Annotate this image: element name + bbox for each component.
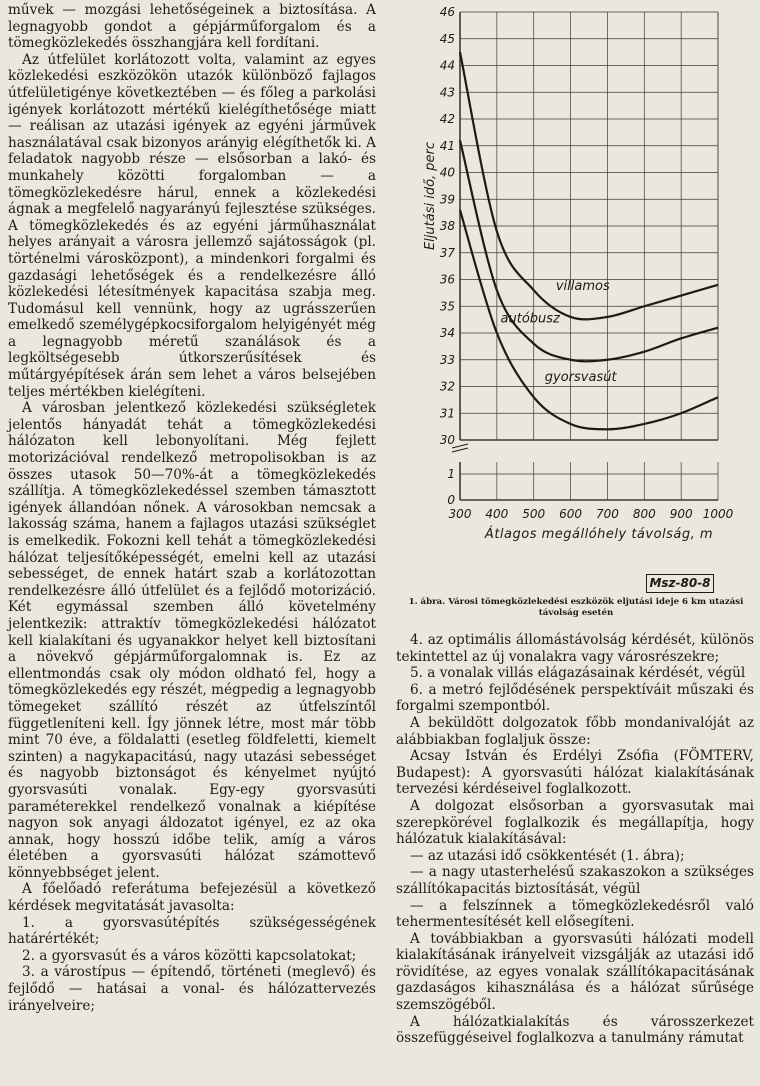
- paragraph: A hálózatkialakítás és városszerkezet összefüggéseivel foglalkozva a tanulmány rámutat: [396, 1013, 754, 1047]
- chart-svg: [408, 0, 760, 580]
- y-tick-label: 44: [439, 58, 455, 73]
- x-tick-label: 1000: [702, 507, 734, 521]
- figure-chart: [408, 0, 760, 580]
- paragraph: 4. az optimális állomástávolság kérdését, különös tekintettel az új vonalakra vagy városrészekre;: [396, 632, 754, 665]
- y-tick-label: 30: [439, 433, 455, 447]
- y-tick-label: 45: [439, 31, 455, 46]
- y-tick-label: 39: [439, 192, 455, 207]
- paragraph: 6. a metró fejlődésének perspektíváit műszaki és forgalmi szempontból.: [396, 681, 754, 715]
- paragraph: — az utazási idő csökkentését (1. ábra);: [410, 847, 685, 864]
- paragraph: — a nagy utasterhelésű szakaszokon a szükséges szállítókapacitás biztosítását, végül: [396, 864, 754, 897]
- paragraph: 3. a várostípus — építendő, történeti (meglevő) és fejlődő — hatásai a vonal- és hálózattervezés irányelveire;: [8, 964, 376, 1014]
- y-axis-label: Eljutási idő, perc: [423, 141, 438, 251]
- y-tick-label: 46: [439, 5, 455, 19]
- x-tick-label: 800: [632, 507, 656, 521]
- y-tick-label: 0: [447, 493, 455, 507]
- y-tick-label: 41: [439, 138, 455, 153]
- paragraph: 5. a vonalak villás elágazásainak kérdését, végül: [410, 665, 746, 682]
- figure-code: Msz-80-8: [646, 574, 714, 593]
- y-tick-label: 1: [447, 467, 455, 481]
- x-tick-label: 500: [522, 507, 546, 521]
- paragraph: A főelőadó referátuma befejezésül a következő kérdések megvitatását javasolta:: [8, 881, 376, 915]
- series-label: autóbusz: [500, 311, 560, 327]
- y-tick-label: 37: [439, 245, 455, 260]
- paragraph: művek — mozgási lehetőségeinek a biztosítása. A legnagyobb gondot a gépjárműforgalom és a tömegközlekedés összhangjára kell fordítani.: [8, 2, 376, 52]
- y-tick-label: 31: [439, 406, 455, 421]
- paragraph: 1. a gyorsvasútépítés szükségességének határértékét;: [8, 914, 376, 948]
- y-tick-label: 34: [439, 326, 455, 340]
- y-tick-label: 32: [439, 379, 455, 394]
- paragraph: 2. a gyorsvasút és a város közötti kapcsolatokat;: [22, 947, 357, 964]
- paragraph: — a felszínnek a tömegközlekedésről való tehermentesítését kell elősegíteni.: [396, 897, 754, 931]
- paragraph: A dolgozat elsősorban a gyorsvasutak mai szerepkörével foglalkozik és megállapítja, hogy hálózatuk kialakításával:: [396, 797, 754, 848]
- y-tick-label: 40: [439, 165, 455, 180]
- x-tick-label: 900: [669, 507, 693, 521]
- y-tick-label: 35: [439, 299, 455, 314]
- paragraph: A városban jelentkező közlekedési szükségletek jelentős hányadát tehát a tömegközlekedési hálózaton kell lebonyolítani. Még fejlett motorizációval rendelkező metropolisokban is az összes utasok 50—70%-át a tömegközlekedés szállítja. A tömegközlekedéssel szemben támasztott igények állandóan nőnek. A városokban nemcsak a lakosság száma, hanem a fajlagos utazási szükséglet is emelkedik. Fokozni kell tehát a tömegközlekedési hálózat teljesítőképességét, emelni kell az utazási sebességet, de ennek határt szab a korlátozottan rendelkezésre álló útfelület és a fejlődő motorizáció. Két egymással szemben álló követelmény jelentkezik: attraktív tömegközlekedési hálózatot kell kialakítani és ugyanakkor helyet kell biztosítani a növekvő gépjárműforgalomnak is. Ez az ellentmondás csak oly módon oldható fel, hogy a tömegközlekedés egy részét, mégpedig a legnagyobb tömegeket szállító részét az útfelszíntől függetleníteni kell. Így jönnek létre, most már több mint 70 éve, a földalatti (esetleg földfeletti, kiemelt szinten) a nagykapacitású, nagy utazási sebességet és nagyobb biztonságot és kényelmet nyújtó gyorsvasúti vonalak. Egy-egy gyorsvasúti paraméterekkel rendelkező vonalnak a kiépítése nagyon sok anyagi áldozatot igényel, ez az oka annak, hogy hosszú időbe telik, amíg a város életében a gyorsvasúti hálózat számottevő könnyebbséget jelent.: [8, 400, 376, 881]
- right-column: [396, 632, 754, 1047]
- x-axis-label: Átlagos megállóhely távolság, m: [484, 527, 714, 542]
- series-line-autóbusz: [460, 140, 718, 361]
- x-tick-label: 600: [559, 507, 583, 521]
- series-label: villamos: [555, 279, 610, 295]
- y-tick-label: 43: [439, 85, 455, 100]
- paragraph: A beküldött dolgozatok főbb mondanivalóját az alábbiakban foglaljuk össze:: [396, 714, 754, 748]
- paragraph: Az útfelület korlátozott volta, valamint az egyes közlekedési eszközökön utazók különböző fajlagos útfelületigénye következtében — és főleg a parkolási igények korlátozott mértékű kielégíthetősége miatt — reálisan az utazási igények az egyéni járművek használatával csak bizonyos arányig elégíthetők ki. A feladatok nagyobb része — elsősorban a lakó- és munkahely közötti forgalomban — a tömegközlekedésre hárul, ennek a közlekedési ágnak a megfelelő nagyarányú fejlesztése szükséges. A tömegközlekedés és az egyéni járműhasználat helyes arányait a városra jellemző sajátosságok (pl. történelmi városközpont), a mindenkori forgalmi és gazdasági lehetőségek és a rendelkezésre álló közlekedési létesítmények kapacitása szabja meg. Tudomásul kell vennünk, hogy az ugrásszerűen emelkedő személygépkocsiforgalom helyigényét még a legnagyobb méretű szanálások és a legköltségesebb útkorszerűsítések és műtárgyépítések árán sem lehet a város belsejében teljes mértékben kielégíteni.: [8, 51, 376, 400]
- paragraph: A továbbiakban a gyorsvasúti hálózati modell kialakításának irányelveit vizsgálják az utazási idő rövidítése, az egyes vonalak szállítókapacitásának gazdaságos kihasználása és a hálózat sűrűsége szemszögéből.: [396, 930, 754, 1014]
- left-column: [8, 2, 376, 1014]
- y-tick-label: 38: [439, 219, 455, 233]
- y-tick-label: 33: [439, 352, 455, 367]
- x-tick-label: 700: [595, 507, 619, 521]
- figure-caption: 1. ábra. Városi tömegközlekedési eszközök eljutási ideje 6 km utazási távolság esetén: [408, 597, 744, 618]
- y-tick-label: 42: [439, 112, 455, 126]
- x-tick-label: 400: [485, 507, 509, 521]
- y-tick-label: 36: [439, 272, 455, 287]
- x-tick-label: 300: [448, 507, 472, 521]
- paragraph: Acsay István és Erdélyi Zsófia (FÖMTERV, Budapest): A gyorsvasúti hálózat kialakításának tervezési kérdéseivel foglalkozott.: [396, 748, 754, 798]
- series-label: gyorsvasút: [544, 370, 617, 386]
